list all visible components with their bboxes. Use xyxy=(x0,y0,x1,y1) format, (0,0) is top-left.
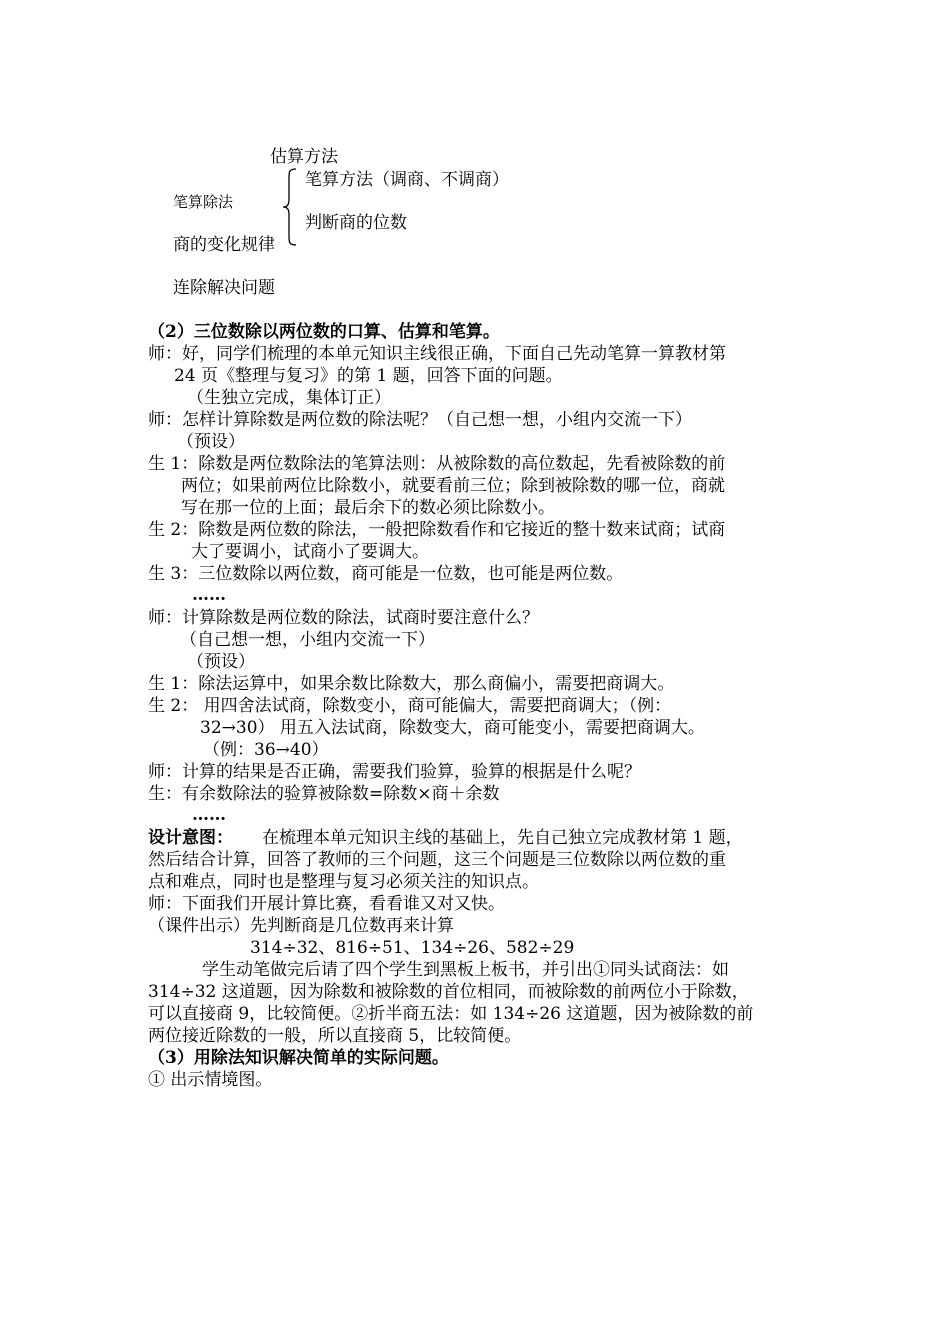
text-line: （自己想一想，小组内交流一下） xyxy=(180,630,435,650)
text-line: （生独立完成，集体订正） xyxy=(187,388,391,408)
text-line: 生 3：三位数除以两位数，商可能是一位数，也可能是两位数。 xyxy=(148,564,624,584)
text-line: 生：有余数除法的验算被除数=除数×商＋余数 xyxy=(148,784,500,804)
text-line: 师：怎样计算除数是两位数的除法呢？（自己想一想，小组内交流一下） xyxy=(148,410,692,430)
text-line: 学生动笔做完后请了四个学生到黑板上板书，并引出①同头试商法：如 xyxy=(202,960,729,980)
outline-quotient-digits: 判断商的位数 xyxy=(305,213,407,233)
text-line: 师：计算除数是两位数的除法，试商时要注意什么？ xyxy=(148,608,539,628)
text-line: 两位；如果前两位比除数小，就要看前三位；除到被除数的哪一位，商就 xyxy=(181,476,725,496)
text-line: 生 2： 用四舍法试商，除数变小，商可能偏大，需要把商调大；（例： xyxy=(148,696,672,716)
outline-written-method: 笔算方法（调商、不调商） xyxy=(305,170,509,190)
design-intent-label: 设计意图： xyxy=(148,828,233,848)
text-line: 点和难点，同时也是整理与复习必须关注的知识点。 xyxy=(148,872,539,892)
text-line: （预设） xyxy=(177,432,245,452)
section-heading-3: （3）用除法知识解决简单的实际问题。 xyxy=(148,1048,449,1068)
ellipsis: …… xyxy=(192,585,226,605)
text-line: 32→30） 用五入法试商，除数变大，商可能变小，需要把商调大。 xyxy=(200,718,705,738)
text-line: 可以直接商 9，比较简便。②折半商五法：如 134÷26 这道题，因为被除数的前 xyxy=(148,1004,754,1024)
outline-written-division: 笔算除法 xyxy=(173,193,234,211)
text-line: 师：计算的结果是否正确，需要我们验算，验算的根据是什么呢？ xyxy=(148,762,641,782)
curly-brace-icon xyxy=(282,168,298,246)
exercise-list: 314÷32、816÷51、134÷26、582÷29 xyxy=(250,938,575,958)
text-line: 生 2：除数是两位数的除法，一般把除数看作和它接近的整十数来试商；试商 xyxy=(148,520,726,540)
text-line: 314÷32 这道题，因为除数和被除数的首位相同，而被除数的前两位小于除数， xyxy=(148,982,749,1002)
text-line: 两位接近除数的一般，所以直接商 5，比较简便。 xyxy=(148,1026,522,1046)
text-line: 生 1：除数是两位数除法的笔算法则：从被除数的高位数起，先看被除数的前 xyxy=(148,454,726,474)
outline-estimate-method: 估算方法 xyxy=(270,147,338,167)
text-line: 24 页《整理与复习》的第 1 题，回答下面的问题。 xyxy=(174,366,563,386)
outline-quotient-rule: 商的变化规律 xyxy=(173,235,275,255)
text-line: 在梳理本单元知识主线的基础上，先自己独立完成教材第 1 题， xyxy=(262,828,743,848)
text-line: 师：好，同学们梳理的本单元知识主线很正确，下面自己先动笔算一算教材第 xyxy=(148,344,726,364)
text-line: 大了要调小，试商小了要调大。 xyxy=(191,542,429,562)
outline-continuous-division: 连除解决问题 xyxy=(173,278,275,298)
text-line: （预设） xyxy=(187,652,255,672)
text-line: 然后结合计算，回答了教师的三个问题，这三个问题是三位数除以两位数的重 xyxy=(148,850,726,870)
text-line: ① 出示情境图。 xyxy=(148,1070,273,1090)
ellipsis: …… xyxy=(192,805,226,825)
text-line: （课件出示）先判断商是几位数再来计算 xyxy=(148,916,454,936)
text-line: 师：下面我们开展计算比赛，看看谁又对又快。 xyxy=(148,894,505,914)
text-line: 写在那一位的上面；最后余下的数必须比除数小。 xyxy=(181,498,555,518)
text-line: （例：36→40） xyxy=(203,740,329,760)
text-line: 生 1：除法运算中，如果余数比除数大，那么商偏小，需要把商调大。 xyxy=(148,674,675,694)
section-heading-2: （2）三位数除以两位数的口算、估算和笔算。 xyxy=(148,322,500,342)
